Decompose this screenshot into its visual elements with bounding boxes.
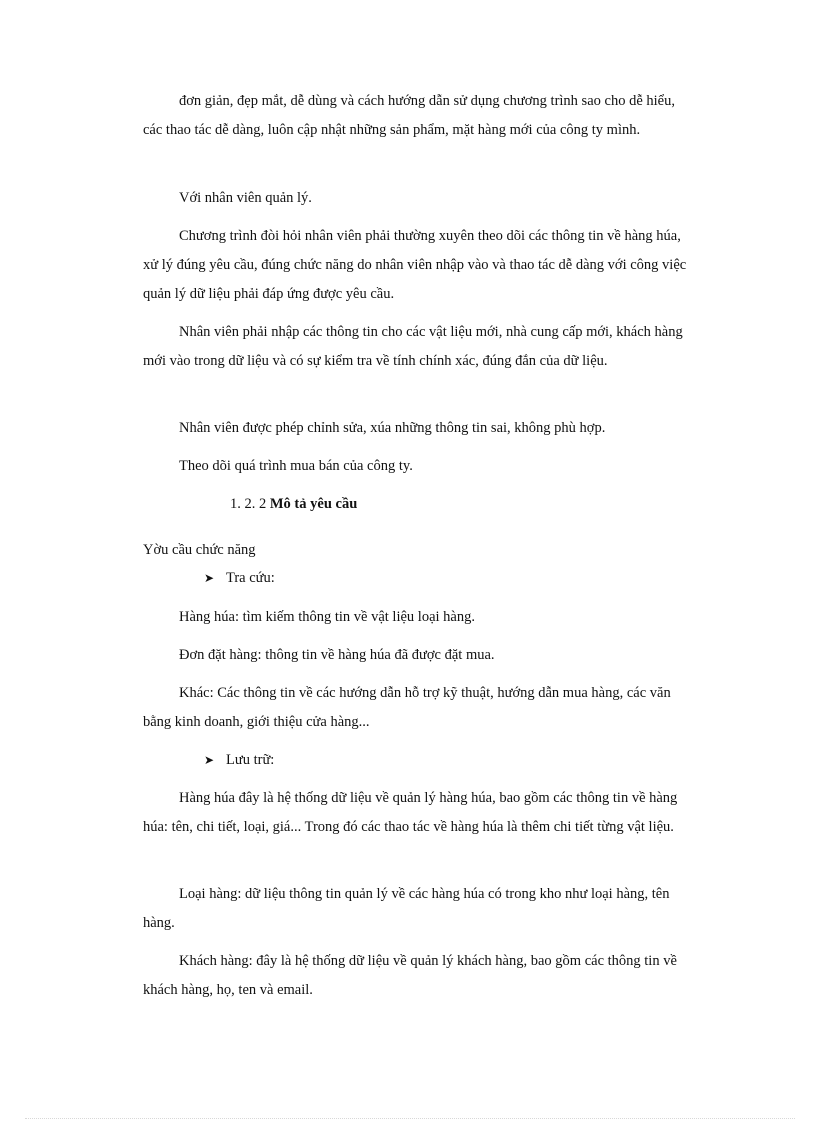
paragraph-program-requirements: Chương trình đòi hỏi nhân viên phải thường xuyên theo dõi các thông tin về hàng húa, xử lý đúng yêu cầu, đúng chức năng do nhân viên nhập vào và thao tác dễ dàng với công việc quản lý dữ liệu phải đáp ứng được yêu cầu. — [143, 228, 687, 302]
section-number: 1. 2. 2 — [230, 496, 267, 512]
paragraph-edit-permission: Nhân viên được phép chỉnh sửa, xúa những thông tin sai, không phù hợp. — [179, 420, 606, 436]
paragraph-customer-storage: Khách hàng: đây là hệ thống dữ liệu về quản lý khách hàng, bao gồm các thông tin về khách hàng, họ, ten và email. — [143, 953, 677, 998]
paragraph-order-lookup: Đơn đặt hàng: thông tin về hàng húa đã được đặt mua. — [179, 647, 495, 663]
bullet-storage — [204, 746, 274, 775]
arrowhead-bullet-icon: ➤ — [204, 753, 215, 767]
paragraph-track-sales: Theo dõi quá trình mua bán của công ty. — [179, 458, 413, 474]
paragraph-other-lookup: Khác: Các thông tin về các hướng dẫn hỗ trợ kỹ thuật, hướng dẫn mua hàng, các văn bằng kinh doanh, giới thiệu cửa hàng... — [143, 685, 671, 730]
paragraph-functional-requirements: Yờu cầu chức năng — [143, 542, 256, 558]
paragraph-goods-storage: Hàng húa đây là hệ thống dữ liệu về quản lý hàng húa, bao gồm các thông tin về hàng húa: tên, chi tiết, loại, giá... Trong đó các thao tác về hàng húa là thêm chi tiết từng vật liệu. — [143, 790, 678, 835]
paragraph-goods-lookup: Hàng húa: tìm kiếm thông tin về vật liệu loại hàng. — [179, 609, 475, 625]
bullet-lookup — [204, 564, 275, 593]
paragraph-manager-heading: Với nhân viên quản lý. — [179, 190, 312, 206]
section-heading — [230, 490, 357, 519]
page-bottom-divider — [25, 1118, 795, 1119]
section-title: Mô tả yêu cầu — [269, 496, 358, 512]
bullet-storage-label: Lưu trữ: — [226, 752, 275, 768]
paragraph-category-storage: Loại hàng: dữ liệu thông tin quản lý về các hàng húa có trong kho như loại hàng, tên hàng. — [143, 886, 670, 931]
paragraph-data-entry: Nhân viên phải nhập các thông tin cho các vật liệu mới, nhà cung cấp mới, khách hàng mới vào trong dữ liệu và có sự kiểm tra về tính chính xác, đúng đắn của dữ liệu. — [143, 324, 683, 369]
bullet-lookup-label: Tra cứu: — [226, 570, 275, 586]
arrowhead-bullet-icon: ➤ — [204, 571, 215, 585]
paragraph-intro-continued: đơn giản, đẹp mắt, dễ dùng và cách hướng dẫn sử dụng chương trình sao cho dễ hiểu, các thao tác dễ dàng, luôn cập nhật những sản phẩm, mặt hàng mới của công ty mình. — [143, 93, 675, 138]
